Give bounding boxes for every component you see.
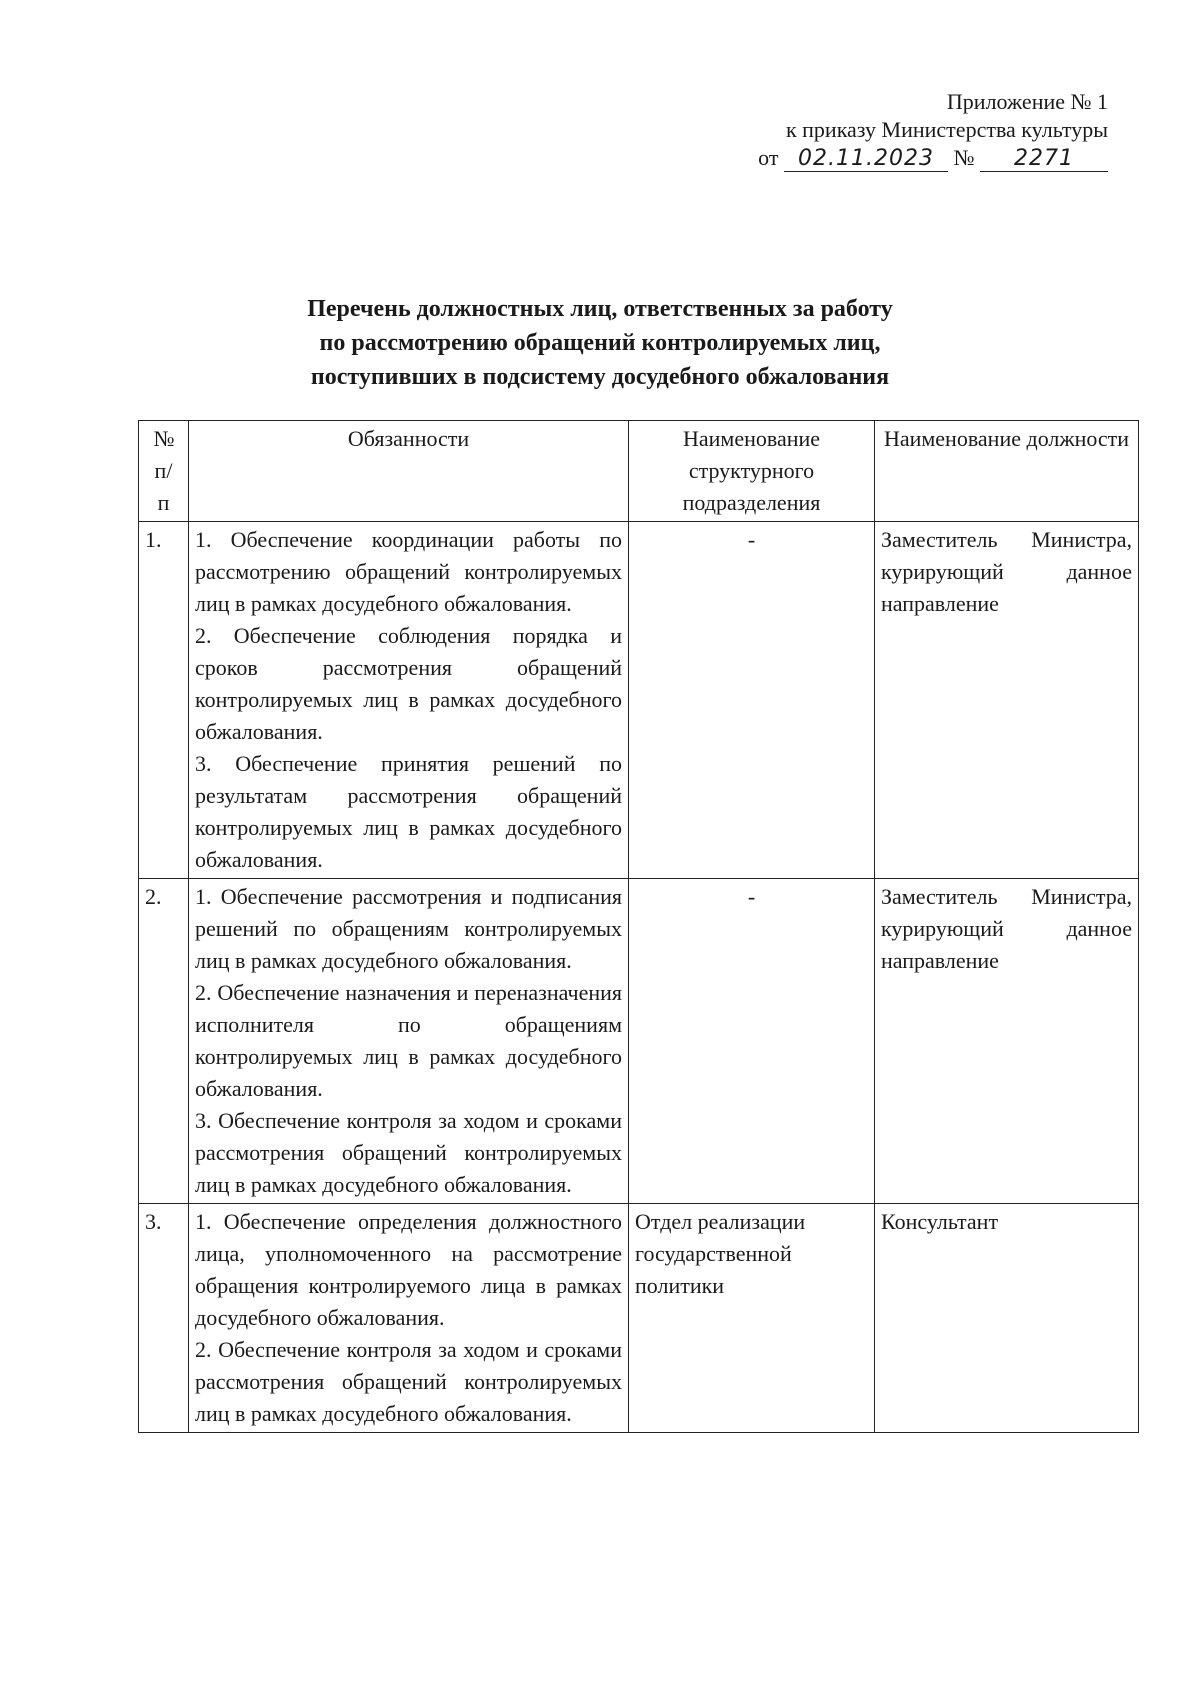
title-line-3: поступивших в подсистему досудебного обжалования [310, 364, 890, 390]
duty-item: 1. Обеспечение координации работы по рассмотрению обращений контролируемых лиц в рамках досудебного обжалования. [195, 527, 622, 616]
title-line-2: по рассмотрению обращений контролируемых лиц, [319, 330, 881, 356]
row-unit: - [629, 879, 875, 1204]
appendix-date-line [688, 144, 1108, 172]
appendix-order-ref: к приказу Министерства культуры [785, 117, 1108, 142]
header-unit: Наименование структурного подразделения [629, 421, 875, 522]
table-row [139, 522, 1139, 879]
header-num-label: № п/п [153, 426, 175, 515]
duty-item: 3. Обеспечение принятия решений по результатам рассмотрения обращений контролируемых лиц в рамках досудебного обжалования. [195, 751, 622, 872]
row-position: Заместитель Министра, курирующий данное направление [875, 879, 1139, 1204]
row-duties [189, 1204, 629, 1433]
table-row [139, 1204, 1139, 1433]
title-line-1: Перечень должностных лиц, ответственных за работу [307, 296, 893, 322]
row-number: 3. [139, 1204, 189, 1433]
row-unit: Отдел реализации государственной политики [629, 1204, 875, 1433]
duty-item: 2. Обеспечение назначения и переназначения исполнителя по обращениям контролируемых лиц в рамках досудебного обжалования. [195, 980, 622, 1101]
row-duties [189, 522, 629, 879]
row-position: Заместитель Министра, курирующий данное направление [875, 522, 1139, 879]
duty-item: 1. Обеспечение определения должностного лица, уполномоченного на рассмотрение обращения контролируемого лица в рамках досудебного обжалования. [195, 1209, 622, 1330]
appendix-title: Приложение № 1 [946, 89, 1108, 114]
header-position: Наименование должности [875, 421, 1139, 522]
row-duties [189, 879, 629, 1204]
duty-item: 1. Обеспечение рассмотрения и подписания решений по обращениям контролируемых лиц в рамках досудебного обжалования. [195, 884, 622, 973]
number-prefix: № [953, 145, 975, 170]
row-number: 2. [139, 879, 189, 1204]
duty-item: 2. Обеспечение контроля за ходом и сроками рассмотрения обращений контролируемых лиц в рамках досудебного обжалования. [195, 1337, 622, 1426]
date-prefix: от [758, 145, 779, 170]
row-position: Консультант [875, 1204, 1139, 1433]
duty-item: 2. Обеспечение соблюдения порядка и сроков рассмотрения обращений контролируемых лиц в рамках досудебного обжалования. [195, 623, 622, 744]
officials-table [138, 420, 1139, 1433]
appendix-block [688, 88, 1108, 172]
handwritten-number: 2271 [980, 147, 1108, 172]
header-duties: Обязанности [189, 421, 629, 522]
row-number: 1. [139, 522, 189, 879]
table-row [139, 879, 1139, 1204]
document-title [0, 292, 1200, 394]
header-num [139, 421, 189, 522]
table-header-row [139, 421, 1139, 522]
handwritten-date: 02.11.2023 [784, 147, 948, 172]
duty-item: 3. Обеспечение контроля за ходом и сроками рассмотрения обращений контролируемых лиц в рамках досудебного обжалования. [195, 1108, 622, 1197]
row-unit: - [629, 522, 875, 879]
